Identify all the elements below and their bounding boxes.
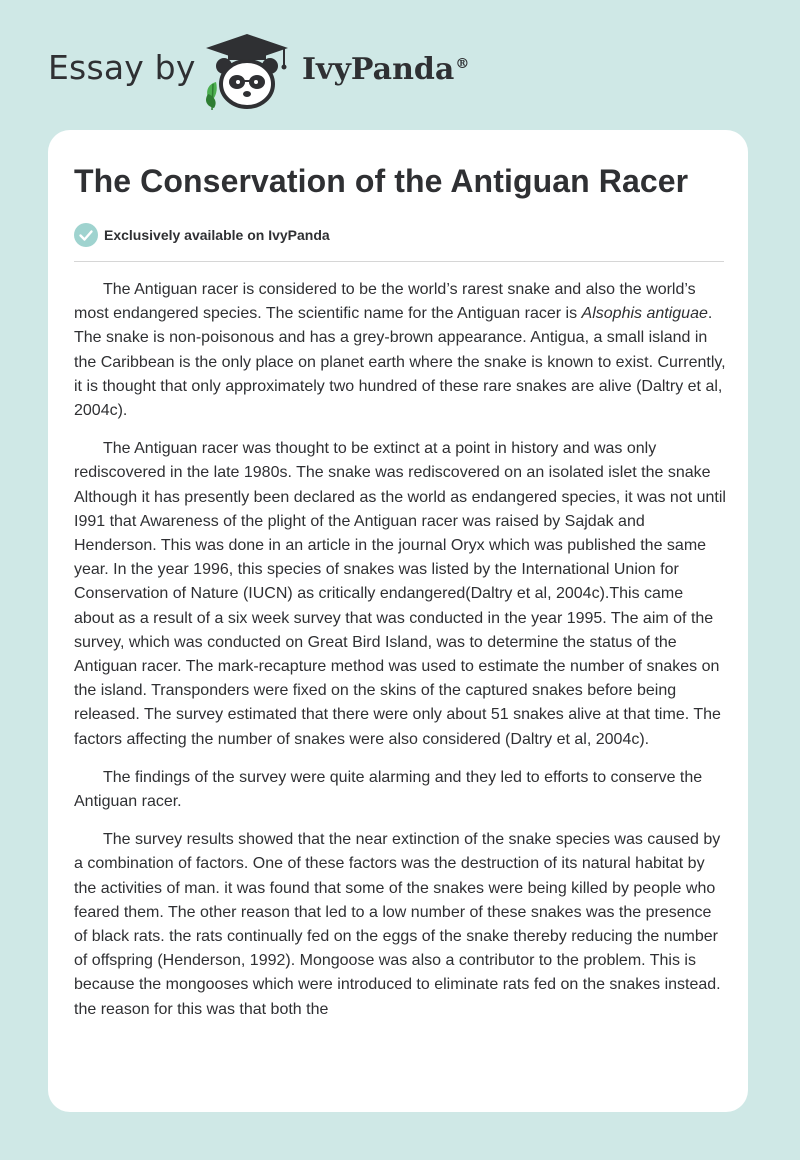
check-circle-icon [74,223,98,247]
scientific-name: Alsophis antiguae [581,305,708,323]
registered-mark: ® [455,56,470,72]
badge-label: Exclusively available on IvyPanda [104,227,330,243]
paragraph: The findings of the survey were quite alarming and they led to efforts to conserve the Antiguan racer. [74,768,703,811]
essay-card [48,130,748,1112]
brand-name: IvyPanda® [302,52,470,87]
paragraph: The Antiguan racer is considered to be the world’s rarest snake and also the world’s most endangered species. The scientific name for the Antiguan racer is Alsophis antiguae. The snake is non-poisonous and has a grey-brown appearance. Antigua, a small island in the Caribbean is the only place on planet earth where the snake is known to exist. Currently, it is thought that only approximately two hundred of these rare snakes are alive (Daltry et al, 2004c). [74,281,726,420]
page-title: The Conservation of the Antiguan Racer [74,163,689,199]
panda-graduate-icon [200,32,294,110]
exclusive-badge [74,222,330,248]
site-header [48,30,508,110]
brand-prefix: Essay by [48,48,196,87]
paragraph: The Antiguan racer was thought to be extinct at a point in history and was only rediscovered in the late 1980s. The snake was rediscovered on an isolated islet the snake Although it has presently been declared as the world as endangered species, it was not until I991 that Awareness of the plight of the Antiguan racer was raised by Sajdak and Henderson. This was done in an article in the journal Oryx which was published the same year. In the year 1996, this species of snakes was listed by the International Union for Conservation of Nature (IUCN) as critically endangered(Daltry et al, 2004c).This came about as a result of a six week survey that was conducted in the year 1995. The aim of the survey, which was conducted on Great Bird Island, was to determine the status of the Antiguan racer. The mark-recapture method was used to estimate the number of snakes on the island. Transponders were fixed on the skins of the captured snakes before being released. The survey estimated that there were only about 51 snakes alive at that time. The factors affecting the number of snakes were also considered (Daltry et al, 2004c). [74,440,726,748]
paragraph: The survey results showed that the near extinction of the snake species was caused by a combination of factors. One of these factors was the destruction of its natural habitat by the activities of man. it was found that some of the snakes were being killed by people who feared them. The other reason that led to a low number of these snakes was the presence of black rats. the rats continually fed on the eggs of the snake thereby reducing the number of offspring (Henderson, 1992). Mongoose was also a contributor to the problem. This is because the mongooses which were introduced to eliminate rats fed on the snakes instead. the reason for this was that both the [74,831,721,1018]
essay-body [74,278,726,1036]
divider [74,261,724,262]
